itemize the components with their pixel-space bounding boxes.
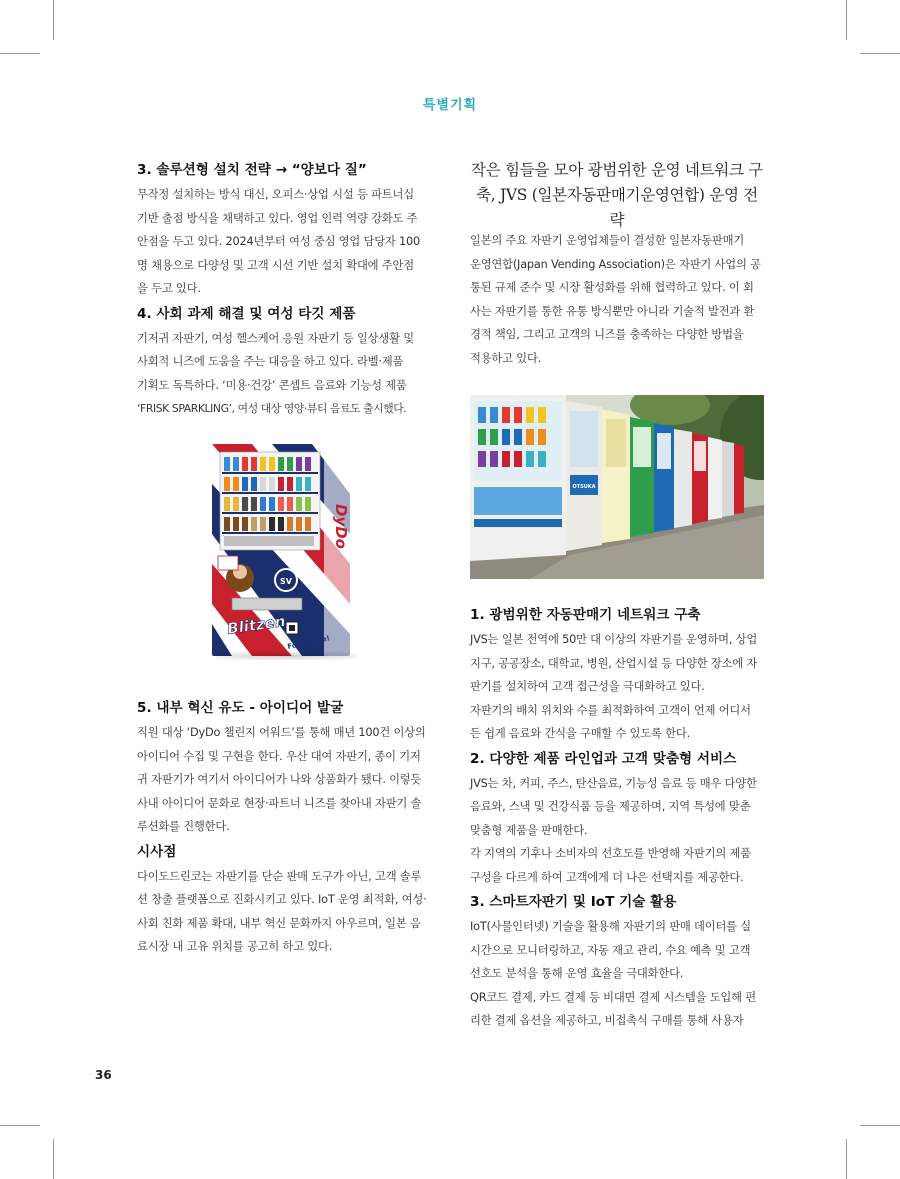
text-line: 구성을 다르게 하여 고객에게 더 나은 선택지를 제공한다. xyxy=(470,870,744,884)
left-column-lower xyxy=(137,697,431,959)
text-line: 선호도 분석을 통해 운영 효율을 극대화한다. xyxy=(470,967,684,980)
text-line: 일본의 주요 자판기 운영업체들이 결성한 일본자동판매기 xyxy=(470,234,745,247)
text-line: 귀 자판기가 여기서 아이디어가 나와 상품화가 됐다. 이렇듯 xyxy=(137,773,422,786)
right-section-2-title: 2. 다양한 제품 라인업과 고객 맞춤형 서비스 xyxy=(470,750,737,767)
text-line: 명 채용으로 다양성 및 고객 시선 기반 설치 확대에 주안점 xyxy=(137,258,414,272)
vending-machine-image xyxy=(212,444,352,658)
text-line: 운영연합(Japan Vending Association)은 자판기 사업의 공 xyxy=(470,257,761,271)
text-line: 사내 아이디어 문화로 현장·파트너 니즈를 찾아내 자판기 솔 xyxy=(137,796,422,810)
crop-mark xyxy=(846,0,847,40)
text-line: 기반 출점 방식을 채택하고 있다. 영업 인력 역량 강화도 주 xyxy=(137,211,418,225)
crop-mark xyxy=(846,1139,847,1179)
text-line: 판기를 설치하여 고객 접근성을 극대화하고 있다. xyxy=(470,680,705,693)
photo-brand-label: OTSUKA xyxy=(572,484,596,490)
right-column-intro xyxy=(470,229,764,370)
intro-body xyxy=(470,229,764,370)
text-line: 통된 규제 준수 및 시장 활성화를 위해 협력하고 있다. 이 회 xyxy=(470,281,754,294)
crop-mark xyxy=(860,53,900,54)
text-line: JVS는 일본 전역에 50만 대 이상의 자판기를 운영하며, 상업 xyxy=(470,633,758,646)
text-line: IoT(사물인터넷) 기술을 활용해 자판기의 판매 데이터를 실 xyxy=(470,920,751,933)
section-4-body xyxy=(137,327,431,421)
right-section-3-body xyxy=(470,915,764,1033)
section-label: 특별기획 xyxy=(422,98,478,113)
text-line: 다이도드린코는 자판기를 단순 판매 도구가 아닌, 고객 솔루 xyxy=(137,869,422,883)
text-line: 음료와, 스낵 및 건강식품 등을 제공하며, 지역 특성에 맞춘 xyxy=(470,800,751,813)
text-line: 기저귀 자판기, 여성 헬스케어 응원 자판기 등 일상생활 및 xyxy=(137,331,414,345)
right-section-1-body xyxy=(470,628,764,746)
text-line: 무작정 설치하는 방식 대신, 오피스·상업 시설 등 파트너십 xyxy=(137,188,414,201)
right-column-body xyxy=(470,604,764,1033)
text-line: 안점을 두고 있다. 2024년부터 여성 중심 영업 담당자 100 xyxy=(137,235,420,248)
crop-mark xyxy=(53,0,54,40)
text-line: 사회적 니즈에 도움을 주는 대응을 하고 있다. 라벨·제품 xyxy=(137,355,404,368)
right-section-3-title: 3. 스마트자판기 및 IoT 기술 활용 xyxy=(470,894,677,910)
crop-mark xyxy=(53,1139,54,1179)
text-line: 든 쉽게 음료와 간식을 구매할 수 있도록 한다. xyxy=(470,727,690,740)
text-line: JVS는 차, 커피, 주스, 탄산음료, 기능성 음료 등 매우 다양한 xyxy=(470,776,757,790)
text-line: 션 창출 플랫폼으로 진화시키고 있다. IoT 운영 최적화, 여성· xyxy=(137,893,427,906)
text-line: 사는 자판기를 통한 유통 방식뿐만 아니라 기술적 발전과 환 xyxy=(470,304,755,318)
crop-mark xyxy=(0,1125,40,1126)
section-3-title: 3. 솔루션형 설치 전략 → “양보다 질” xyxy=(137,162,367,178)
section-3-body xyxy=(137,183,431,301)
right-section-1-title: 1. 광범위한 자동판매기 네트워크 구축 xyxy=(470,607,701,623)
text-line: 기획도 독특하다. ‘미용·건강’ 콘셉트 음료와 기능성 제품 xyxy=(137,378,407,392)
right-section-2-body xyxy=(470,772,764,890)
page-number: 36 xyxy=(95,1068,112,1082)
text-line: 아이디어 수집 및 구현을 한다. 우산 대여 자판기, 종이 기저 xyxy=(137,749,421,763)
left-column xyxy=(137,159,431,421)
vm-panel-text: Blitzen xyxy=(226,611,287,638)
section-6-title: 시사점 xyxy=(137,843,177,860)
right-column-title xyxy=(470,158,764,233)
vm-brand-logo: DyDo xyxy=(332,504,350,549)
text-line: 료시장 내 고유 위치를 공고히 하고 있다. xyxy=(137,940,333,953)
title-line: 작은 힘들을 모아 광범위한 운영 네트워크 구 xyxy=(471,161,763,179)
text-line: 적용하고 있다. xyxy=(470,351,542,365)
section-5-title: 5. 내부 혁신 유도 - 아이디어 발굴 xyxy=(137,700,344,716)
text-line: 지구, 공공장소, 대학교, 병원, 산업시설 등 다양한 장소에 자 xyxy=(470,656,758,670)
text-line: QR코드 결제, 카드 결제 등 비대면 결제 시스템을 도입해 편 xyxy=(470,990,756,1004)
text-line: 경적 책임, 그리고 고객의 니즈를 충족하는 다양한 방법을 xyxy=(470,328,744,341)
text-line: 루션화를 진행한다. xyxy=(137,820,230,833)
text-line: 각 지역의 기후나 소비자의 선호도를 반영해 자판기의 제품 xyxy=(470,847,751,860)
text-line: 사회 친화 제품 확대, 내부 혁신 문화까지 아우르며, 일본 음 xyxy=(137,916,421,930)
section-5-body xyxy=(137,721,431,839)
vm-shadow xyxy=(216,652,356,660)
text-line: 직원 대상 ‘DyDo 챌린지 어워드’를 통해 매년 100건 이상의 xyxy=(137,726,426,739)
text-line: 리한 결제 옵션을 제공하고, 비접촉식 구매를 통해 사용자 xyxy=(470,1014,744,1027)
vm-badge-text: SV xyxy=(280,577,292,586)
crop-mark xyxy=(860,1125,900,1126)
text-line: 맞춤형 제품을 판매한다. xyxy=(470,823,588,837)
text-line: 자판기의 배치 위치와 수를 최적화하여 고객이 언제 어디서 xyxy=(470,703,751,717)
section-4-title: 4. 사회 과제 해결 및 여성 타깃 제품 xyxy=(137,305,356,322)
vending-machine-illustration xyxy=(212,444,352,658)
photo-illustration xyxy=(470,395,764,579)
vm-slogan: Follow me! xyxy=(286,634,331,651)
text-line: 시간으로 모니터링하고, 자동 재고 관리, 수요 예측 및 고객 xyxy=(470,943,751,957)
text-line: 을 두고 있다. xyxy=(137,282,201,295)
title-line: 축, JVS (일본자동판매기운영연합) 운영 전략 xyxy=(476,186,758,229)
section-6-body xyxy=(137,865,431,959)
vending-machine-row-photo xyxy=(470,395,764,579)
text-line: ‘FRISK SPARKLING’, 여성 대상 영양·뷰티 음료도 출시했다. xyxy=(137,402,407,415)
crop-mark xyxy=(0,53,40,54)
